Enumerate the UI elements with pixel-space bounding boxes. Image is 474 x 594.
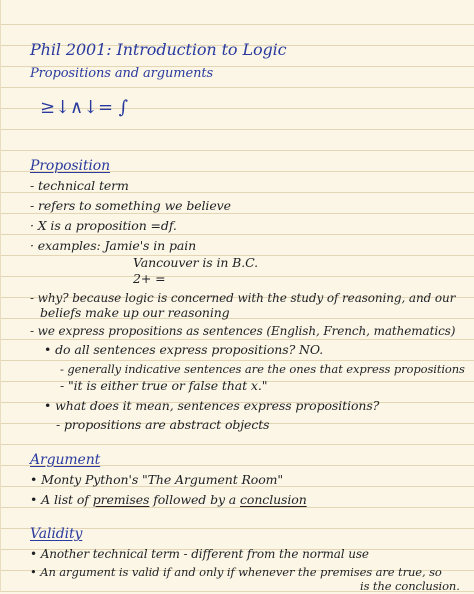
note-line: - "it is either true or false that x." [60,378,268,393]
note-line-argument-definition [30,492,307,508]
note-line: - why? because logic is concerned with the study of reasoning, and our [30,291,456,305]
page-title: Phil 2001: Introduction to Logic [30,40,287,59]
note-line: is the conclusion. [360,579,460,593]
note-line: 2+ = [133,271,166,286]
note-line: • Another technical term - different from the normal use [30,547,369,561]
note-line: - generally indicative sentences are the ones that express propositions [60,362,465,376]
note-line: • Monty Python's "The Argument Room" [30,472,284,487]
page-subtitle: Propositions and arguments [30,66,214,81]
note-line: beliefs make up our reasoning [40,305,230,320]
note-line: · X is a proposition =df. [30,218,177,233]
note-text: followed by a [153,492,237,507]
note-line: - technical term [30,178,129,193]
proposition-heading: Proposition [30,158,111,174]
note-line: - refers to something we believe [30,198,231,213]
note-text: • A list of [30,492,89,507]
validity-heading: Validity [30,526,83,542]
premises-term: premises [92,492,150,507]
page-margin [0,0,1,592]
doodle-icon: ≥↓∧↓= ∫ [40,97,128,118]
argument-heading: Argument [30,452,101,468]
note-line: - propositions are abstract objects [56,417,270,432]
note-line: • An argument is valid if and only if whenever the premises are true, so [30,565,442,579]
note-line: • what does it mean, sentences express propositions? [44,398,380,413]
note-line: • do all sentences express propositions? NO. [44,342,324,357]
conclusion-term: conclusion [240,492,307,507]
note-line: · examples: Jamie's in pain [30,238,197,253]
note-line: - we express propositions as sentences (English, French, mathematics) [30,324,456,338]
note-line: Vancouver is in B.C. [133,255,259,270]
